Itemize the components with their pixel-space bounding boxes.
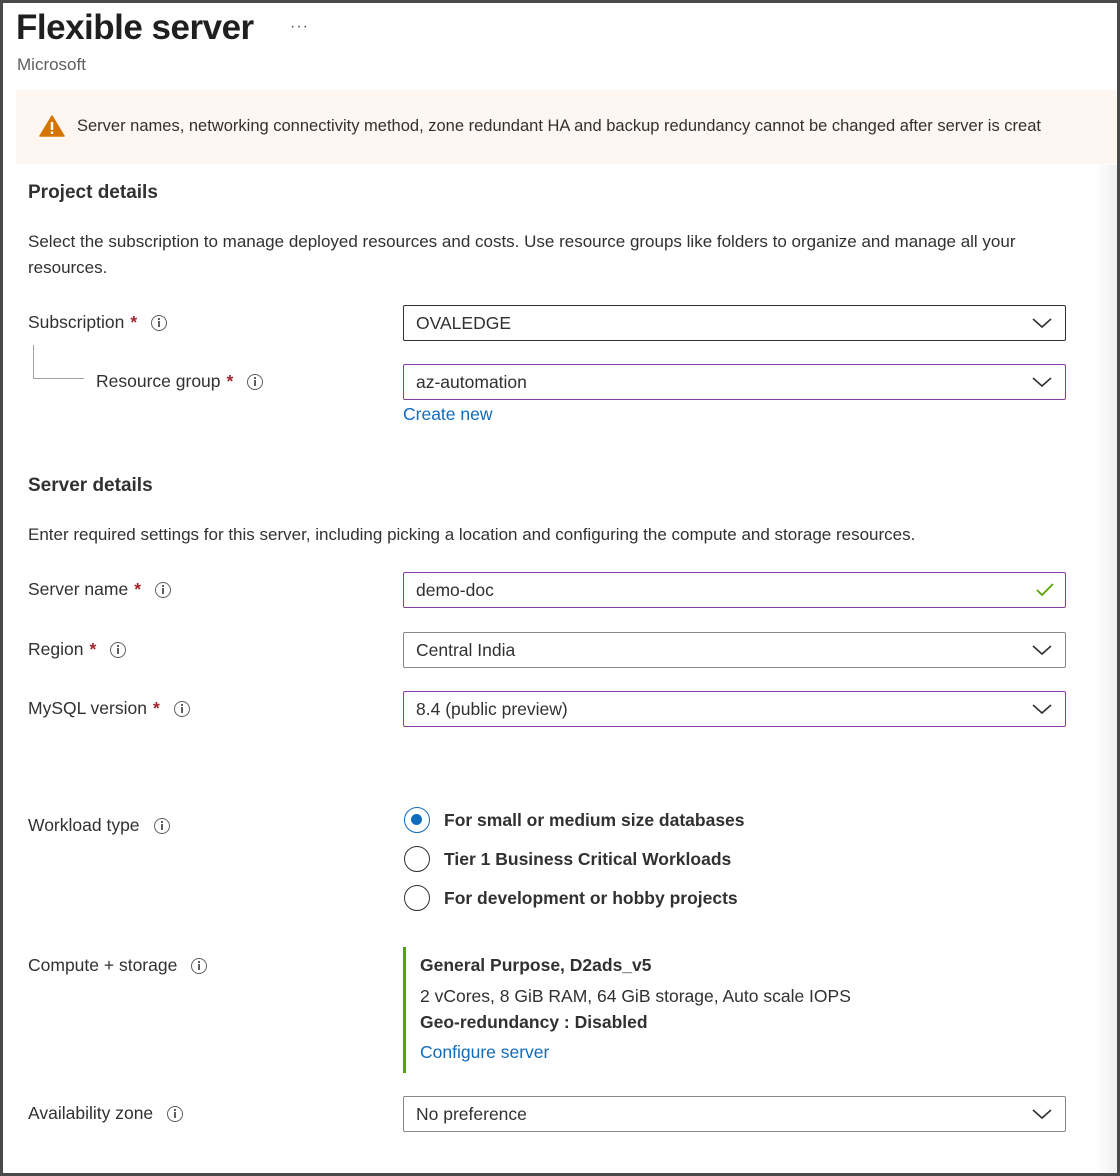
warning-text: Server names, networking connectivity method, zone redundant HA and backup redundancy cannot be changed after server is creat	[77, 117, 1041, 135]
availability-zone-dropdown[interactable]	[403, 1096, 1066, 1132]
workload-option-label: Tier 1 Business Critical Workloads	[444, 848, 732, 869]
info-icon[interactable]	[191, 958, 207, 974]
project-details-heading: Project details	[28, 182, 158, 203]
required-indicator: *	[89, 639, 97, 659]
chevron-down-icon	[1031, 1107, 1053, 1121]
region-label-text: Region	[28, 639, 84, 659]
chevron-down-icon	[1031, 316, 1053, 330]
server-name-label	[28, 579, 171, 600]
region-label	[28, 639, 126, 660]
info-icon[interactable]	[167, 1106, 183, 1122]
workload-option-dev-hobby[interactable]	[404, 885, 738, 911]
workload-type-label-text: Workload type	[28, 815, 140, 835]
radio-button[interactable]	[404, 885, 430, 911]
radio-button[interactable]	[404, 846, 430, 872]
mysql-version-label-text: MySQL version	[28, 698, 147, 718]
scroll-shadow	[1095, 165, 1117, 1173]
region-dropdown[interactable]	[403, 632, 1066, 668]
geo-redundancy-status: Geo-redundancy : Disabled	[420, 1012, 648, 1032]
info-icon[interactable]	[110, 642, 126, 658]
compute-specs: 2 vCores, 8 GiB RAM, 64 GiB storage, Auto scale IOPS	[420, 986, 851, 1006]
more-options-button[interactable]: ···	[290, 18, 309, 35]
warning-icon	[39, 115, 65, 137]
tree-connector	[33, 345, 84, 379]
resource-group-label	[96, 371, 263, 392]
configure-server-link[interactable]: Configure server	[420, 1042, 550, 1062]
workload-option-label: For small or medium size databases	[444, 809, 745, 830]
availability-zone-label	[28, 1103, 183, 1124]
info-icon[interactable]	[247, 374, 263, 390]
project-details-description: Select the subscription to manage deployed resources and costs. Use resource groups like folders to organize and manage all your resources.	[28, 232, 1016, 277]
required-indicator: *	[130, 312, 138, 332]
mysql-version-label	[28, 698, 190, 719]
subscription-dropdown[interactable]	[403, 305, 1066, 341]
compute-tier: General Purpose, D2ads_v5	[420, 955, 652, 975]
server-name-input[interactable]	[403, 572, 1066, 608]
compute-storage-label	[28, 955, 207, 976]
create-new-link[interactable]: Create new	[403, 404, 493, 424]
page-subtitle: Microsoft	[17, 55, 86, 74]
region-value: Central India	[416, 640, 516, 660]
workload-option-label: For development or hobby projects	[444, 887, 738, 908]
server-name-label-text: Server name	[28, 579, 129, 599]
availability-zone-label-text: Availability zone	[28, 1103, 154, 1123]
mysql-version-value: 8.4 (public preview)	[416, 699, 568, 719]
resource-group-label-text: Resource group	[96, 371, 221, 391]
subscription-label-text: Subscription	[28, 312, 125, 332]
info-icon[interactable]	[154, 818, 170, 834]
required-indicator: *	[134, 579, 141, 599]
workload-option-tier1[interactable]	[404, 846, 731, 872]
workload-option-small-medium[interactable]	[404, 807, 745, 833]
availability-zone-value: No preference	[416, 1104, 527, 1124]
server-name-value: demo-doc	[416, 580, 494, 600]
server-details-heading: Server details	[28, 475, 153, 496]
server-details-description: Enter required settings for this server, including picking a location and configuring the compute and storage resources.	[28, 525, 916, 544]
subscription-label	[28, 312, 167, 333]
info-icon[interactable]	[151, 315, 167, 331]
required-indicator: *	[226, 371, 234, 391]
resource-group-value: az-automation	[416, 372, 527, 392]
checkmark-icon	[1035, 582, 1055, 598]
resource-group-dropdown[interactable]	[403, 364, 1066, 400]
mysql-version-dropdown[interactable]	[403, 691, 1066, 727]
page-title: Flexible server	[16, 8, 254, 47]
compute-summary	[403, 947, 851, 1073]
info-icon[interactable]	[155, 582, 171, 598]
chevron-down-icon	[1031, 702, 1053, 716]
required-indicator: *	[152, 698, 160, 718]
subscription-value: OVALEDGE	[416, 313, 511, 333]
radio-button-selected[interactable]	[404, 807, 430, 833]
warning-banner	[16, 90, 1120, 164]
workload-type-label	[28, 815, 170, 836]
info-icon[interactable]	[174, 701, 190, 717]
chevron-down-icon	[1031, 375, 1053, 389]
chevron-down-icon	[1031, 643, 1053, 657]
compute-storage-label-text: Compute + storage	[28, 955, 178, 975]
